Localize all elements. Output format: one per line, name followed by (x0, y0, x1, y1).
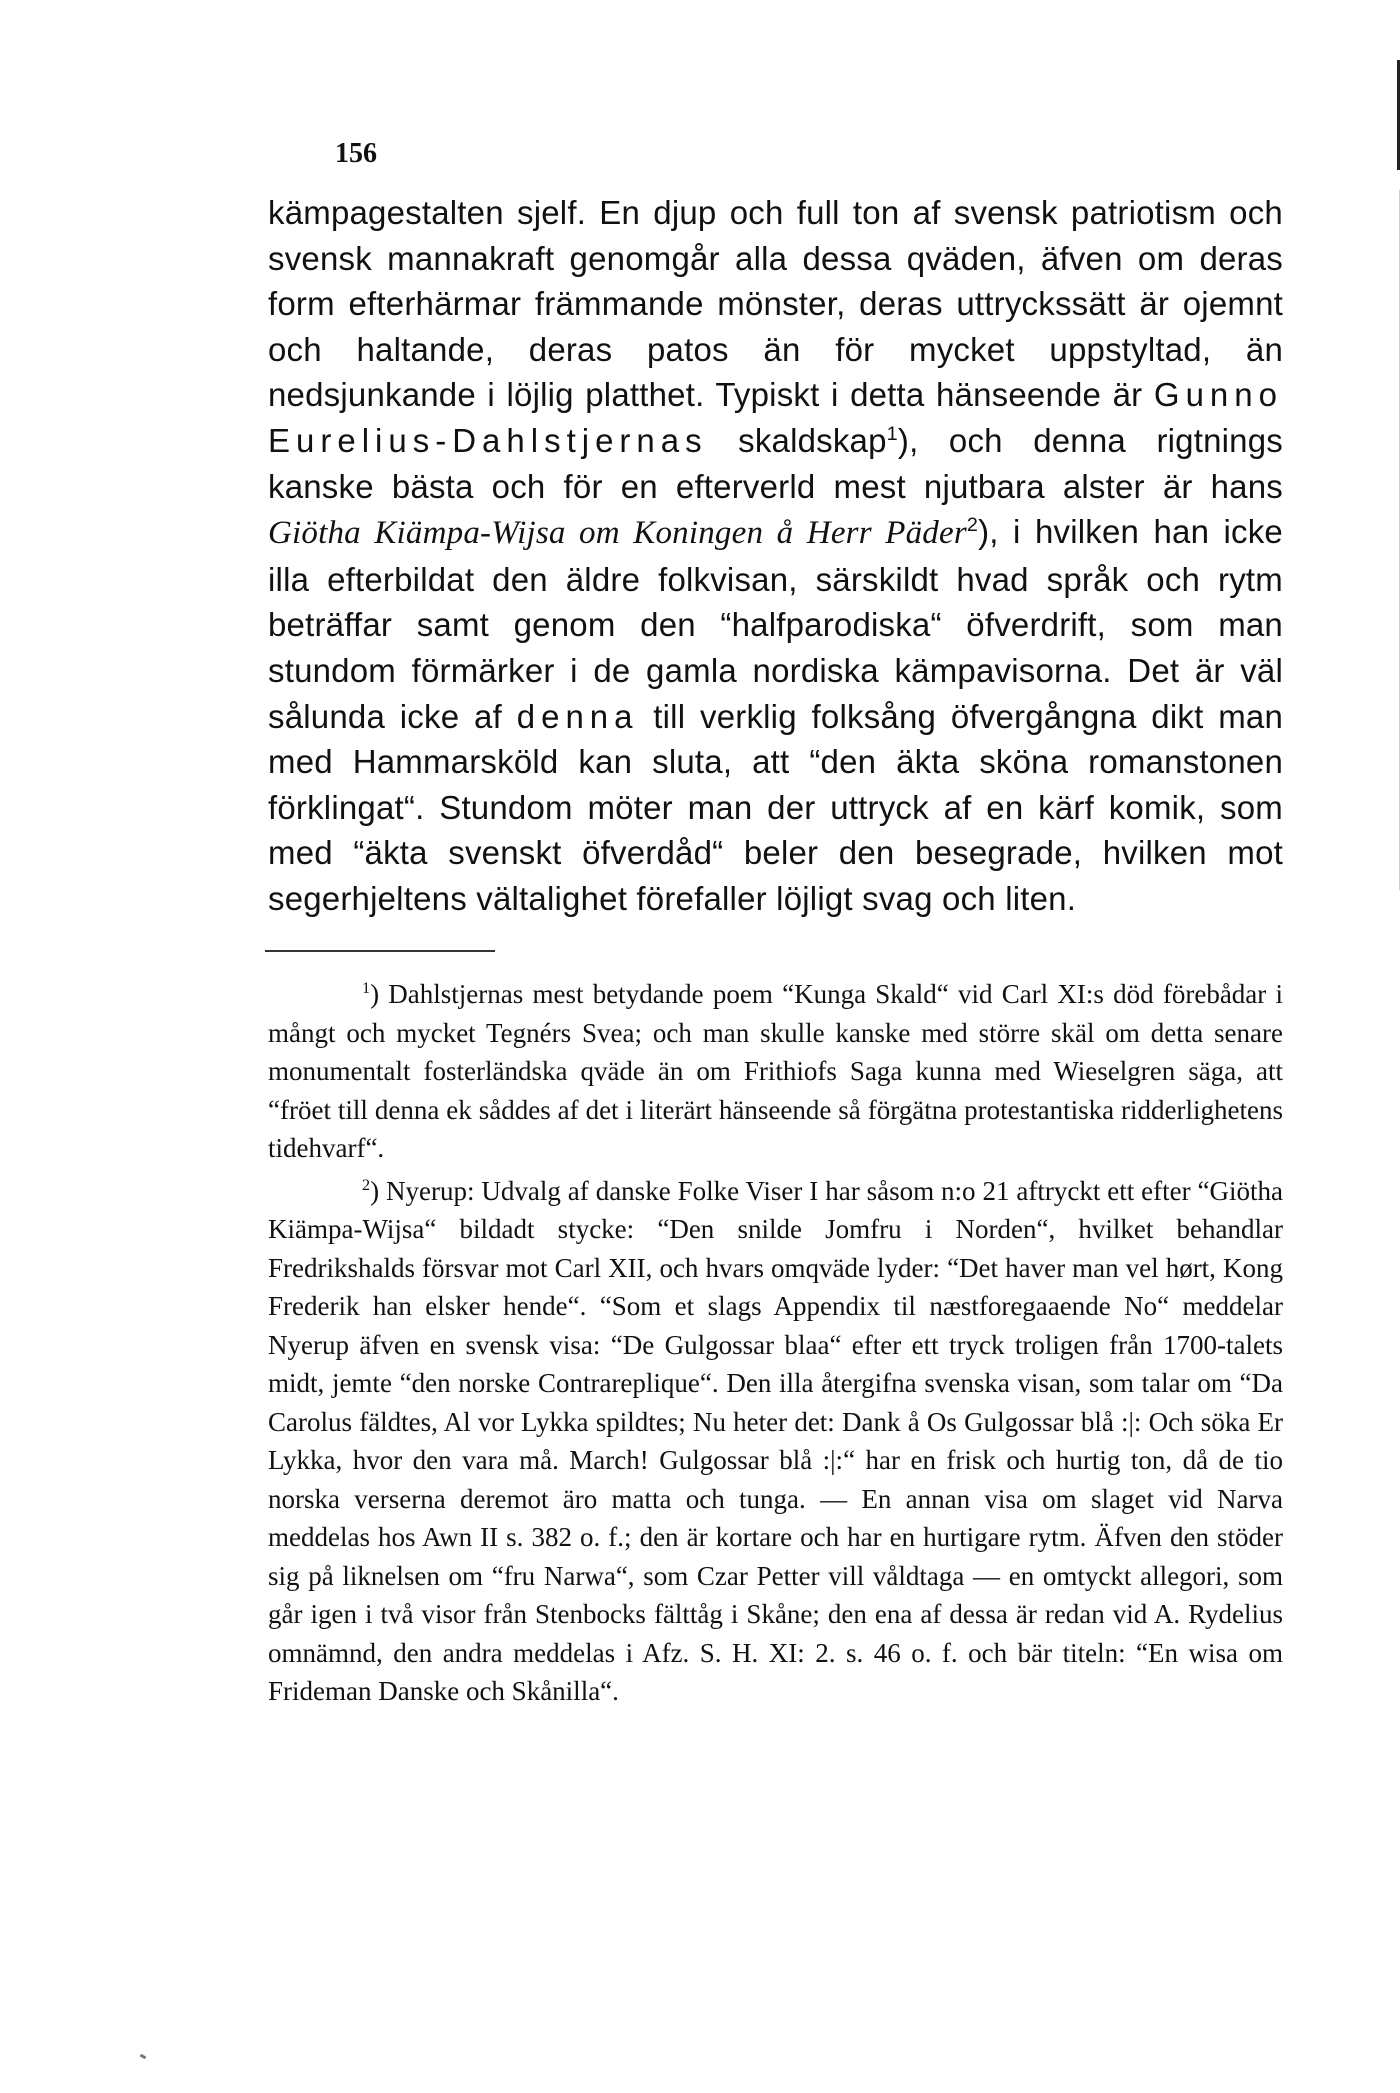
footnote-rule (265, 950, 495, 952)
footnote-text-1: ) Dahlstjernas mest betydande poem “Kunga Skald“ vid Carl XI:s död förebådar i mångt och mycket Tegnérs Svea; och man skulle kanske med större skäl om detta senare monumentalt fosterländska qväde än om Frithiofs Saga kunna med Wieselgren säga, att “fröet till denna ek såddes af det i literärt hänseende så förgätna protestantiska ridderlighetens tidehvarf“. (268, 979, 1283, 1163)
author-name: Gunno Eurelius-Dahlstjernas (268, 376, 1283, 459)
footnote-ref-1: 1 (886, 422, 898, 445)
scan-speck (140, 2054, 147, 2060)
body-text-3: ), och denna rigtnings kanske bästa och för en efterverld mest njutbara alster är hans (268, 421, 1283, 505)
footnotes (268, 975, 1283, 1715)
emphasized-word: denna (516, 697, 639, 735)
footnote-1 (268, 975, 1283, 1168)
footnote-mark-2: 2 (362, 1175, 371, 1194)
footnote-ref-2: 2 (966, 514, 979, 537)
body-text-5: till verklig folksång öfvergångna dikt man med Hammarsköld kan sluta, att “den äkta sköna romanstonen förklingat“. Stundom möter man der uttryck af en kärf komik, som med “äkta svenskt öfverdåd“ beler den besegrade, hvilken mot segerhjeltens vältalighet förefaller löjligt svag och liten. (268, 697, 1284, 917)
body-text-1: kämpagestalten sjelf. En djup och full ton af svensk patriotism och svensk mannakraft genomgår alla dessa qväden, äfven om deras form efterhärmar främmande mönster, deras uttryckssätt är ojemnt och haltande, deras patos än för mycket uppstyltad, än nedsjunkande i löjlig platthet. Typiskt i detta hänseende är (268, 194, 1283, 414)
body-paragraph (268, 190, 1283, 922)
footnote-2 (268, 1172, 1283, 1711)
body-text-2: skaldskap (707, 421, 887, 459)
body-text-4: ), i hvilken han icke illa efterbildat den äldre folkvisan, särskildt hvad språk och rytm beträffar samt genom den “halfparodiska“ öfverdrift, som man stundom förmärker i de gamla nordiska kämpavisorna. Det är väl sålunda icke af (268, 513, 1283, 735)
footnote-mark-1: 1 (362, 979, 371, 997)
work-title: Giötha Kiämpa-Wijsa om Koningen å Herr Päder (268, 515, 967, 552)
page-number: 156 (335, 138, 377, 169)
footnote-text-2: ) Nyerup: Udvalg af danske Folke Viser I har såsom n:o 21 aftryckt ett efter “Giötha Kiämpa-Wijsa“ bildadt stycke: “Den snilde Jomfru i Norden“, hvilket behandlar Fredrikshalds försvar mot Carl XII, och hvars omqväde lyder: “Det haver man vel hørt, Kong Frederik han elsker hende“. “Som et slags Appendix til næstforegaaende No“ meddelar Nyerup äfven en svensk visa: “De Gulgossar blaa“ efter ett tryck troligen från 1700-talets midt, jemte “den norske Contrareplique“. Den illa återgifna svenska visan, som talar om “Da Carolus fäldtes, Al vor Lykka spildtes; Nu heter det: Dank å Os Gulgossar blå :|: Och söka Er Lykka, hvor den vara må. March! Gulgossar blå :|:“ har en frisk och hurtig ton, då de tio norska verserna deremot äro matta och tunga. — En annan visa om slaget vid Narva meddelas hos Awn II s. 382 o. f.; den är kortare och har en hurtigare rytm. Äfven den stöder sig på liknelsen om “fru Narwa“, som Czar Petter vill våldtaga — en omtyckt allegori, som går igen i två visor från Stenbocks fälttåg i Skåne; den ena af dessa är redan vid A. Rydelius omnämnd, den andra meddelas i Afz. S. H. XI: 2. s. 46 o. f. och bär titeln: “En wisa om Frideman Danske och Skånilla“. (268, 1175, 1283, 1706)
